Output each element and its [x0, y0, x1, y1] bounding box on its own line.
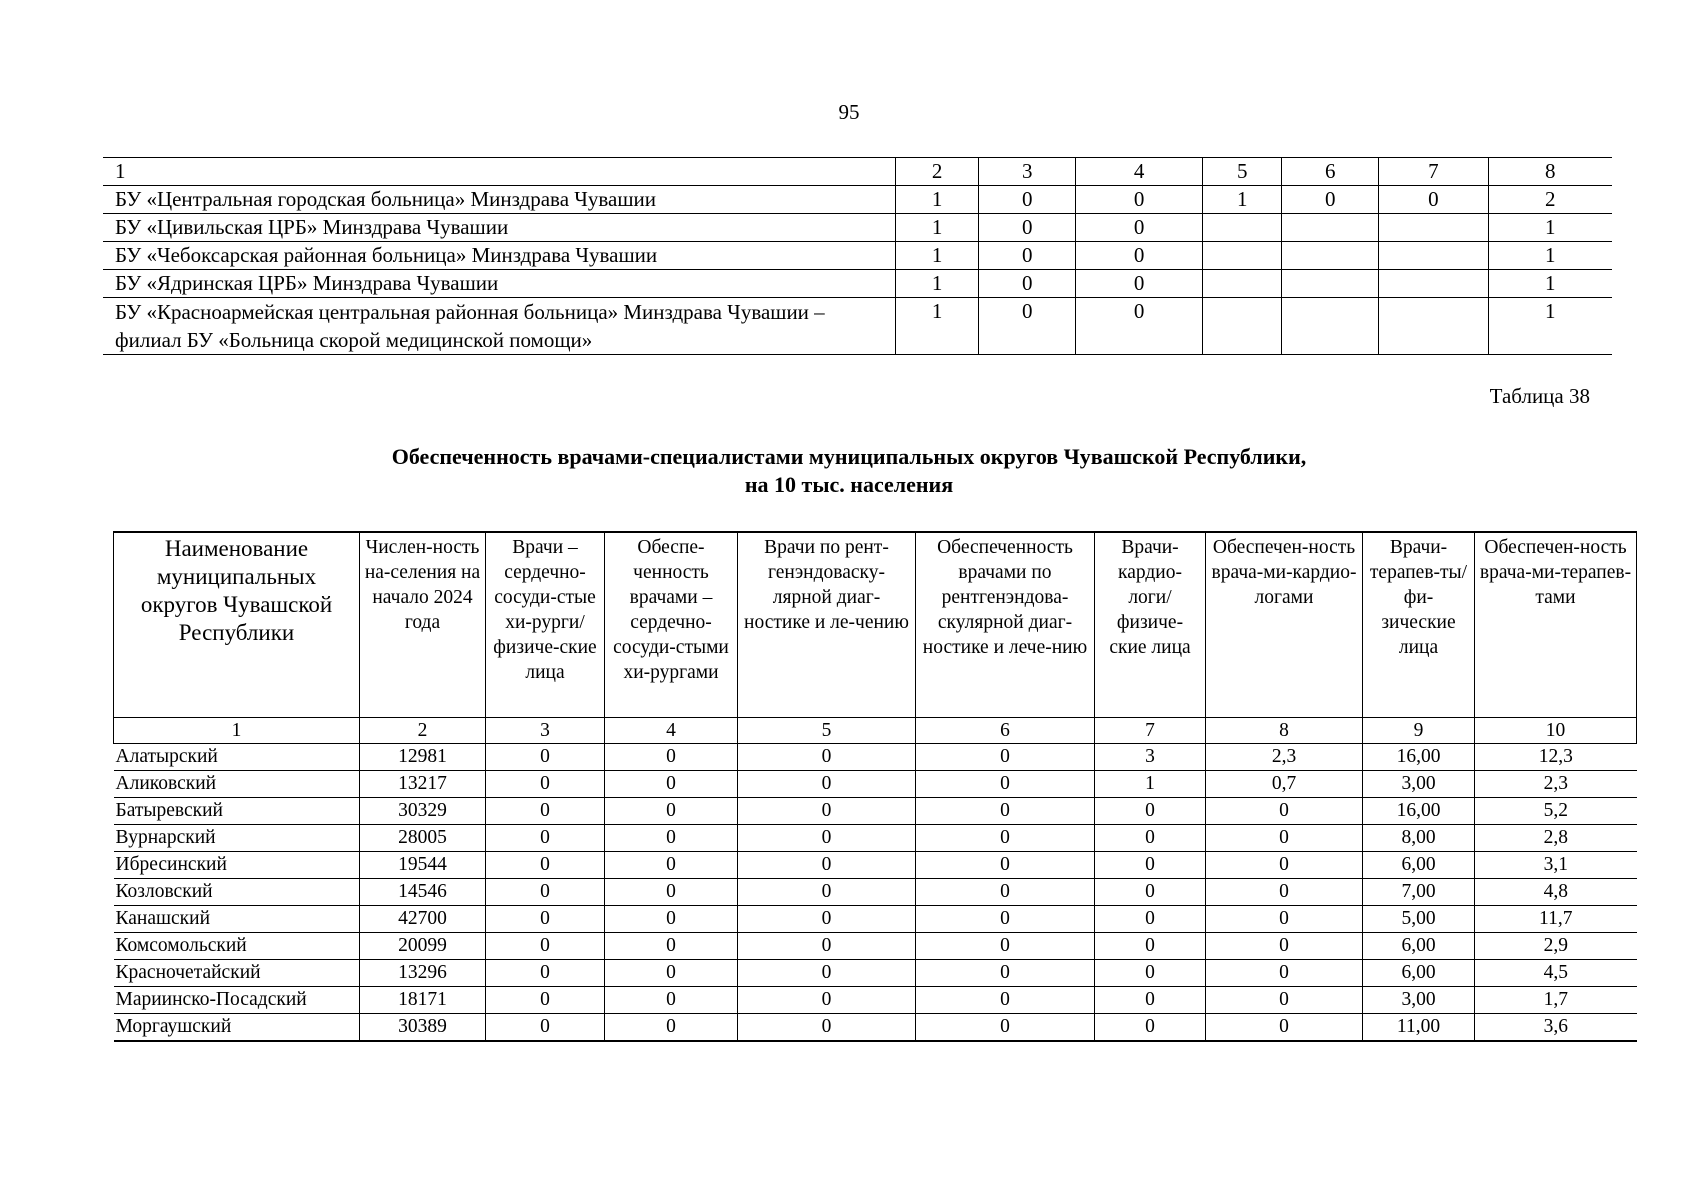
table-row [103, 270, 1612, 298]
value-cell: 2,9 [1475, 933, 1637, 960]
column-header-cell: Обеспечен-ность врача-ми-терапев-тами [1475, 532, 1637, 718]
table-row [114, 879, 1637, 906]
value-cell: 13296 [360, 960, 486, 987]
header-row [114, 532, 1637, 718]
value-cell: 0 [605, 960, 738, 987]
value-cell [1203, 298, 1282, 355]
value-cell: 1,7 [1475, 987, 1637, 1014]
value-cell: 0 [979, 270, 1076, 298]
value-cell: 0 [1206, 798, 1363, 825]
district-name-cell: Моргаушский [114, 1014, 360, 1042]
value-cell: 0 [738, 906, 916, 933]
table-row [103, 186, 1612, 214]
value-cell: 0 [486, 1014, 605, 1042]
table-row [103, 298, 1612, 355]
physicians-table-header [114, 532, 1637, 744]
value-cell: 0 [916, 879, 1095, 906]
district-name-cell: Вурнарский [114, 825, 360, 852]
value-cell [1379, 214, 1488, 242]
value-cell: 5,2 [1475, 798, 1637, 825]
value-cell [1282, 270, 1379, 298]
column-number-cell: 4 [605, 718, 738, 744]
value-cell: 0 [1095, 852, 1206, 879]
physicians-table [113, 531, 1637, 1042]
table-number: Таблица 38 [1489, 384, 1590, 408]
column-number-cell: 6 [916, 718, 1095, 744]
value-cell: 0 [1206, 852, 1363, 879]
table-row [103, 242, 1612, 270]
column-number-cell: 2 [360, 718, 486, 744]
table-row [114, 1014, 1637, 1042]
value-cell: 1 [896, 186, 979, 214]
value-cell: 0 [979, 242, 1076, 270]
value-cell: 1 [896, 214, 979, 242]
value-cell: 0 [916, 798, 1095, 825]
value-cell: 16,00 [1363, 798, 1475, 825]
value-cell: 0 [1095, 987, 1206, 1014]
value-cell: 5,00 [1363, 906, 1475, 933]
column-number-row [114, 718, 1637, 744]
value-cell: 0 [738, 825, 916, 852]
column-number-cell: 7 [1095, 718, 1206, 744]
column-header-cell: Обеспечен-ность врача-ми-кардио-логами [1206, 532, 1363, 718]
district-name-cell: Канашский [114, 906, 360, 933]
value-cell [1203, 270, 1282, 298]
column-number-cell: 1 [114, 718, 360, 744]
value-cell: 0 [738, 879, 916, 906]
column-header-cell: Врачи-терапев-ты/фи-зические лица [1363, 532, 1475, 718]
value-cell: 7,00 [1363, 879, 1475, 906]
page-number: 95 [838, 100, 860, 124]
value-cell [1203, 242, 1282, 270]
value-cell: 0 [1095, 933, 1206, 960]
value-cell: 0 [605, 744, 738, 771]
value-cell: 0 [605, 798, 738, 825]
value-cell: 0 [738, 852, 916, 879]
value-cell: 30389 [360, 1014, 486, 1042]
value-cell: 18171 [360, 987, 486, 1014]
value-cell: 1 [1488, 214, 1612, 242]
table-row [114, 825, 1637, 852]
value-cell: 0 [605, 1014, 738, 1042]
value-cell: 4,5 [1475, 960, 1637, 987]
value-cell: 0 [1095, 798, 1206, 825]
value-cell: 0 [1206, 1014, 1363, 1042]
table-row [114, 987, 1637, 1014]
column-number-cell: 5 [1203, 158, 1282, 186]
value-cell [1282, 242, 1379, 270]
column-number-cell: 6 [1282, 158, 1379, 186]
value-cell: 0 [486, 825, 605, 852]
value-cell: 30329 [360, 798, 486, 825]
table-title [0, 443, 1698, 499]
column-header-cell: Обеспеченность врачами по рентгенэндова-скулярной диаг-ностике и лече-нию [916, 532, 1095, 718]
value-cell: 0 [738, 987, 916, 1014]
value-cell: 28005 [360, 825, 486, 852]
physicians-table-body [114, 744, 1637, 1042]
value-cell: 1 [896, 242, 979, 270]
value-cell: 1 [1488, 270, 1612, 298]
value-cell: 0 [916, 825, 1095, 852]
continuation-table [103, 157, 1612, 355]
value-cell: 0 [486, 987, 605, 1014]
value-cell: 0 [605, 879, 738, 906]
table-row [114, 798, 1637, 825]
value-cell: 0 [738, 744, 916, 771]
value-cell: 0 [1095, 879, 1206, 906]
column-header-cell: Наименование муниципальных округов Чувашской Республики [114, 532, 360, 718]
value-cell: 0 [1206, 879, 1363, 906]
value-cell: 14546 [360, 879, 486, 906]
value-cell: 0 [916, 852, 1095, 879]
value-cell: 0 [738, 960, 916, 987]
value-cell: 12981 [360, 744, 486, 771]
value-cell: 1 [896, 298, 979, 355]
value-cell: 0 [605, 906, 738, 933]
value-cell: 0 [486, 879, 605, 906]
column-number-cell: 7 [1379, 158, 1488, 186]
institution-name-cell: БУ «Ядринская ЦРБ» Минздрава Чувашии [103, 270, 896, 298]
value-cell: 3,00 [1363, 987, 1475, 1014]
value-cell: 2,3 [1475, 771, 1637, 798]
value-cell: 0 [1095, 1014, 1206, 1042]
value-cell: 0 [486, 960, 605, 987]
value-cell: 0 [1206, 960, 1363, 987]
institution-name-cell: БУ «Красноармейская центральная районная больница» Минздрава Чувашии – филиал БУ «Больница скорой медицинской помощи» [103, 298, 896, 355]
value-cell: 1 [1095, 771, 1206, 798]
continuation-header-row [103, 158, 1612, 186]
column-number-cell: 8 [1206, 718, 1363, 744]
district-name-cell: Алатырский [114, 744, 360, 771]
value-cell: 0 [1095, 960, 1206, 987]
table-row [114, 960, 1637, 987]
value-cell [1379, 242, 1488, 270]
value-cell: 0,7 [1206, 771, 1363, 798]
value-cell: 0 [486, 933, 605, 960]
value-cell: 2,3 [1206, 744, 1363, 771]
value-cell: 0 [916, 1014, 1095, 1042]
column-number-cell: 4 [1076, 158, 1203, 186]
district-name-cell: Батыревский [114, 798, 360, 825]
value-cell: 0 [916, 906, 1095, 933]
value-cell [1203, 214, 1282, 242]
value-cell: 0 [1076, 214, 1203, 242]
value-cell: 0 [605, 933, 738, 960]
value-cell: 0 [916, 960, 1095, 987]
district-name-cell: Мариинско-Посадский [114, 987, 360, 1014]
table-title-line-1: Обеспеченность врачами-специалистами муниципальных округов Чувашской Республики, [391, 444, 1307, 469]
column-header-cell: Врачи по рент-генэндоваску-лярной диаг-ностике и ле-чению [738, 532, 916, 718]
column-number-cell: 1 [103, 158, 896, 186]
column-number-cell: 2 [896, 158, 979, 186]
column-header-cell: Обеспе-ченность врачами – сердечно-сосуди-стыми хи-рургами [605, 532, 738, 718]
value-cell: 3 [1095, 744, 1206, 771]
value-cell: 0 [486, 906, 605, 933]
value-cell: 0 [916, 933, 1095, 960]
district-name-cell: Аликовский [114, 771, 360, 798]
district-name-cell: Козловский [114, 879, 360, 906]
value-cell: 0 [1206, 906, 1363, 933]
value-cell [1379, 270, 1488, 298]
column-number-cell: 9 [1363, 718, 1475, 744]
column-number-cell: 3 [486, 718, 605, 744]
value-cell: 0 [1076, 242, 1203, 270]
table-row [103, 214, 1612, 242]
value-cell: 13217 [360, 771, 486, 798]
value-cell: 6,00 [1363, 852, 1475, 879]
value-cell: 0 [1076, 186, 1203, 214]
value-cell: 0 [1206, 825, 1363, 852]
value-cell: 1 [1488, 242, 1612, 270]
value-cell: 0 [1206, 987, 1363, 1014]
value-cell: 11,00 [1363, 1014, 1475, 1042]
value-cell: 0 [605, 987, 738, 1014]
table-row [114, 744, 1637, 771]
district-name-cell: Комсомольский [114, 933, 360, 960]
value-cell: 6,00 [1363, 933, 1475, 960]
value-cell: 3,6 [1475, 1014, 1637, 1042]
value-cell: 2,8 [1475, 825, 1637, 852]
value-cell: 6,00 [1363, 960, 1475, 987]
institution-name-cell: БУ «Цивильская ЦРБ» Минздрава Чувашии [103, 214, 896, 242]
institution-name-cell: БУ «Чебоксарская районная больница» Минздрава Чувашии [103, 242, 896, 270]
value-cell: 0 [979, 214, 1076, 242]
value-cell: 1 [1203, 186, 1282, 214]
value-cell: 0 [738, 798, 916, 825]
value-cell: 1 [896, 270, 979, 298]
value-cell: 12,3 [1475, 744, 1637, 771]
value-cell: 2 [1488, 186, 1612, 214]
value-cell: 0 [605, 852, 738, 879]
column-header-cell: Числен-ность на-селения на начало 2024 года [360, 532, 486, 718]
value-cell: 0 [1076, 298, 1203, 355]
value-cell: 16,00 [1363, 744, 1475, 771]
value-cell: 1 [1488, 298, 1612, 355]
column-number-cell: 3 [979, 158, 1076, 186]
value-cell: 42700 [360, 906, 486, 933]
column-header-cell: Врачи-кардио-логи/ физиче-ские лица [1095, 532, 1206, 718]
continuation-table-body [103, 186, 1612, 355]
value-cell: 0 [1282, 186, 1379, 214]
column-number-cell: 5 [738, 718, 916, 744]
value-cell: 11,7 [1475, 906, 1637, 933]
table-row [114, 852, 1637, 879]
column-header-cell: Врачи – сердечно-сосуди-стые хи-рурги/ физиче-ские лица [486, 532, 605, 718]
institution-name-cell: БУ «Центральная городская больница» Минздрава Чувашии [103, 186, 896, 214]
value-cell: 0 [738, 933, 916, 960]
value-cell [1379, 298, 1488, 355]
value-cell: 0 [916, 771, 1095, 798]
value-cell [1282, 298, 1379, 355]
value-cell: 20099 [360, 933, 486, 960]
value-cell: 0 [605, 825, 738, 852]
value-cell: 8,00 [1363, 825, 1475, 852]
table-row [114, 771, 1637, 798]
value-cell: 0 [605, 771, 738, 798]
value-cell: 0 [979, 186, 1076, 214]
continuation-table-header [103, 158, 1612, 186]
value-cell: 4,8 [1475, 879, 1637, 906]
value-cell: 0 [486, 852, 605, 879]
column-number-cell: 8 [1488, 158, 1612, 186]
table-row [114, 933, 1637, 960]
column-number-cell: 10 [1475, 718, 1637, 744]
value-cell: 0 [1379, 186, 1488, 214]
value-cell: 19544 [360, 852, 486, 879]
table-title-line-2: на 10 тыс. населения [744, 472, 954, 497]
value-cell: 3,00 [1363, 771, 1475, 798]
value-cell: 0 [486, 798, 605, 825]
value-cell: 0 [979, 298, 1076, 355]
value-cell: 0 [1076, 270, 1203, 298]
value-cell: 0 [916, 744, 1095, 771]
table-row [114, 906, 1637, 933]
value-cell: 0 [1206, 933, 1363, 960]
value-cell: 3,1 [1475, 852, 1637, 879]
value-cell: 0 [486, 771, 605, 798]
value-cell: 0 [1095, 825, 1206, 852]
value-cell [1282, 214, 1379, 242]
value-cell: 0 [738, 1014, 916, 1042]
value-cell: 0 [486, 744, 605, 771]
district-name-cell: Ибресинский [114, 852, 360, 879]
value-cell: 0 [738, 771, 916, 798]
value-cell: 0 [1095, 906, 1206, 933]
value-cell: 0 [916, 987, 1095, 1014]
district-name-cell: Красночетайский [114, 960, 360, 987]
